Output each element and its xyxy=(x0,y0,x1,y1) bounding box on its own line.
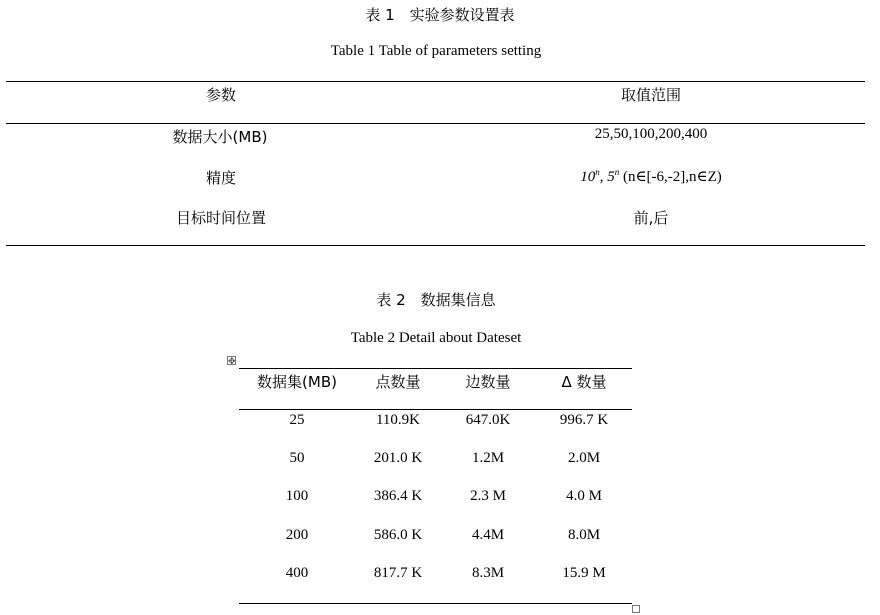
table2-cell-delta: 8.0M xyxy=(567,527,601,543)
table2-cell-dataset: 400 xyxy=(285,565,309,581)
table2-cell-edges: 2.3 M xyxy=(470,488,506,504)
table2-cell-nodes: 386.4 K xyxy=(373,488,423,504)
resize-icon[interactable] xyxy=(632,605,640,613)
table1-bottom-rule xyxy=(6,245,865,246)
table2-header-nodes: 点数量 xyxy=(375,373,421,391)
range-exponent: n xyxy=(614,167,620,177)
table2-cell-delta: 15.9 M xyxy=(562,565,606,581)
table2-cell-edges: 8.3M xyxy=(471,565,505,581)
table2-cell-nodes: 110.9K xyxy=(375,412,421,428)
table1-header-range: 取值范围 xyxy=(620,86,682,104)
table1-row-range: 前,后 xyxy=(633,209,669,227)
table2-cell-delta: 2.0M xyxy=(567,450,601,466)
range-base: 5 xyxy=(607,169,615,185)
table2-cell-delta: 4.0 M xyxy=(566,488,602,504)
table2-cell-nodes: 201.0 K xyxy=(373,450,423,466)
table1-row-range xyxy=(580,167,722,186)
table1-caption-en: Table 1 Table of parameters setting xyxy=(330,43,542,59)
table2-top-rule xyxy=(239,368,632,369)
table1-row-param: 精度 xyxy=(205,169,237,187)
table2-header-rule xyxy=(239,409,632,410)
table2-cell-delta: 996.7 K xyxy=(559,412,609,428)
table1-caption-cn: 表 1 实验参数设置表 xyxy=(365,6,515,24)
table1-row-param: 数据大小(MB) xyxy=(172,128,268,146)
table2-cell-nodes: 817.7 K xyxy=(373,565,423,581)
table2-cell-edges: 647.0K xyxy=(465,412,511,428)
table2-bottom-rule xyxy=(239,603,632,604)
range-separator: , xyxy=(599,169,608,185)
table1-row-param: 目标时间位置 xyxy=(175,209,267,227)
table1-header-rule xyxy=(6,123,865,124)
range-condition: (n∈[-6,-2],n∈Z) xyxy=(619,169,722,185)
table2-cell-dataset: 25 xyxy=(289,412,305,428)
move-icon[interactable]: ✥ xyxy=(228,356,236,366)
table2-header-edges: 边数量 xyxy=(465,373,511,391)
table1-top-rule xyxy=(6,81,865,82)
table2-header-dataset: 数据集(MB) xyxy=(257,373,337,391)
range-base: 10 xyxy=(580,169,596,185)
table2-header-delta: Δ 数量 xyxy=(561,373,607,391)
table2-cell-nodes: 586.0 K xyxy=(373,527,423,543)
table2-caption-en: Table 2 Detail about Dateset xyxy=(350,330,522,346)
table2-cell-dataset: 50 xyxy=(289,450,305,466)
table2-cell-dataset: 100 xyxy=(285,488,309,504)
table2-cell-dataset: 200 xyxy=(285,527,309,543)
table2-caption-cn: 表 2 数据集信息 xyxy=(376,291,496,309)
table1-row-range: 25,50,100,200,400 xyxy=(594,126,708,142)
table1-header-param: 参数 xyxy=(205,86,237,104)
table2-cell-edges: 4.4M xyxy=(471,527,505,543)
range-exponent: n xyxy=(595,167,600,177)
table2-cell-edges: 1.2M xyxy=(471,450,505,466)
